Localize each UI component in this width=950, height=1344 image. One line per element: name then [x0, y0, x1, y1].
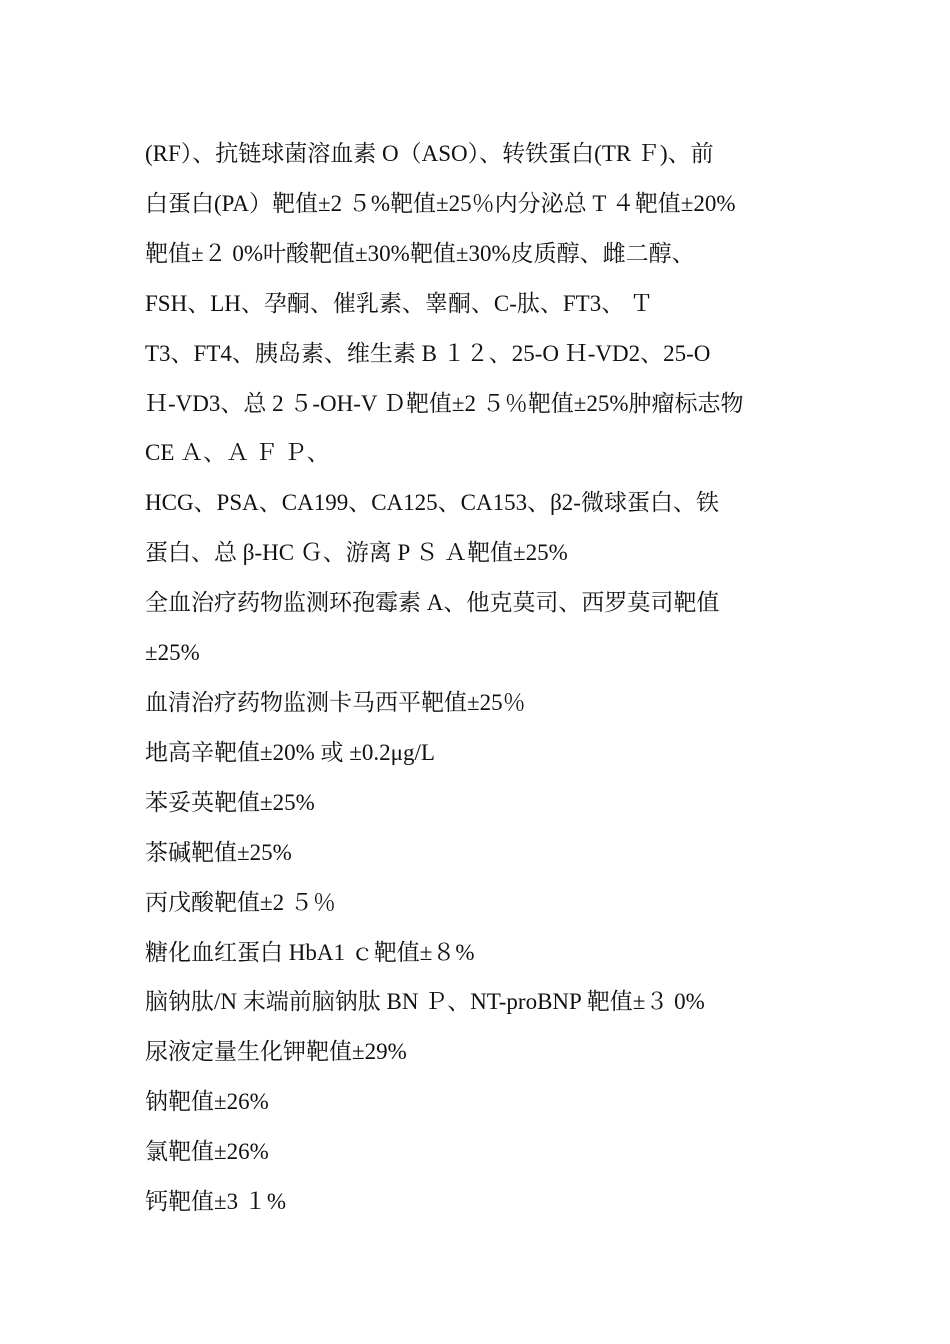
- text-line: Ｈ-VD3、总 2 ５-OH-V Ｄ靶值±2 ５％靶值±25%肿瘤标志物: [145, 390, 744, 416]
- text-line: 靶值±２ 0%叶酸靶值±30%靶值±30%皮质醇、雌二醇、: [145, 240, 695, 266]
- text-line: 糖化血红蛋白 HbA1 ｃ靶值±８%: [145, 939, 475, 965]
- document-body: [145, 129, 815, 1227]
- text-line: 尿液定量生化钾靶值±29%: [145, 1039, 407, 1065]
- text-line: 氯靶值±26%: [145, 1139, 269, 1165]
- text-line: 茶碱靶值±25%: [145, 839, 292, 865]
- text-line: 苯妥英靶值±25%: [145, 789, 315, 815]
- text-line: HCG、PSA、CA199、CA125、CA153、β2-微球蛋白、铁: [145, 490, 719, 516]
- text-line: 丙戊酸靶值±2 ５％: [145, 889, 336, 915]
- text-line: CE Ａ、Ａ Ｆ Ｐ、: [145, 440, 330, 466]
- text-line: 蛋白、总 β-HC Ｇ、游离 P Ｓ Ａ靶值±25%: [145, 540, 568, 566]
- text-line: 钙靶值±3 １%: [145, 1189, 287, 1215]
- text-line: 钠靶值±26%: [145, 1089, 269, 1115]
- text-line: 白蛋白(PA）靶值±2 ５%靶值±25％内分泌总 T ４靶值±20%: [145, 190, 736, 216]
- text-line: 地高辛靶值±20% 或 ±0.2μg/L: [145, 739, 435, 765]
- text-line: (RF）、抗链球菌溶血素 O（ASO）、转铁蛋白(TR Ｆ)、前: [145, 141, 714, 166]
- text-line: FSH、LH、孕酮、催乳素、睾酮、C-肽、FT3、 Ｔ: [145, 290, 653, 316]
- text-line: 全血治疗药物监测环孢霉素 A、他克莫司、西罗莫司靶值: [145, 590, 720, 616]
- text-line: ±25%: [145, 640, 200, 666]
- text-line: 血清治疗药物监测卡马西平靶值±25％: [145, 689, 526, 715]
- text-line: T3、FT4、胰岛素、维生素 B １２、25-O Ｈ-VD2、25-O: [145, 340, 711, 366]
- text-line: 脑钠肽/N 末端前脑钠肽 BN Ｐ、NT-proBNP 靶值±３ 0%: [145, 989, 705, 1015]
